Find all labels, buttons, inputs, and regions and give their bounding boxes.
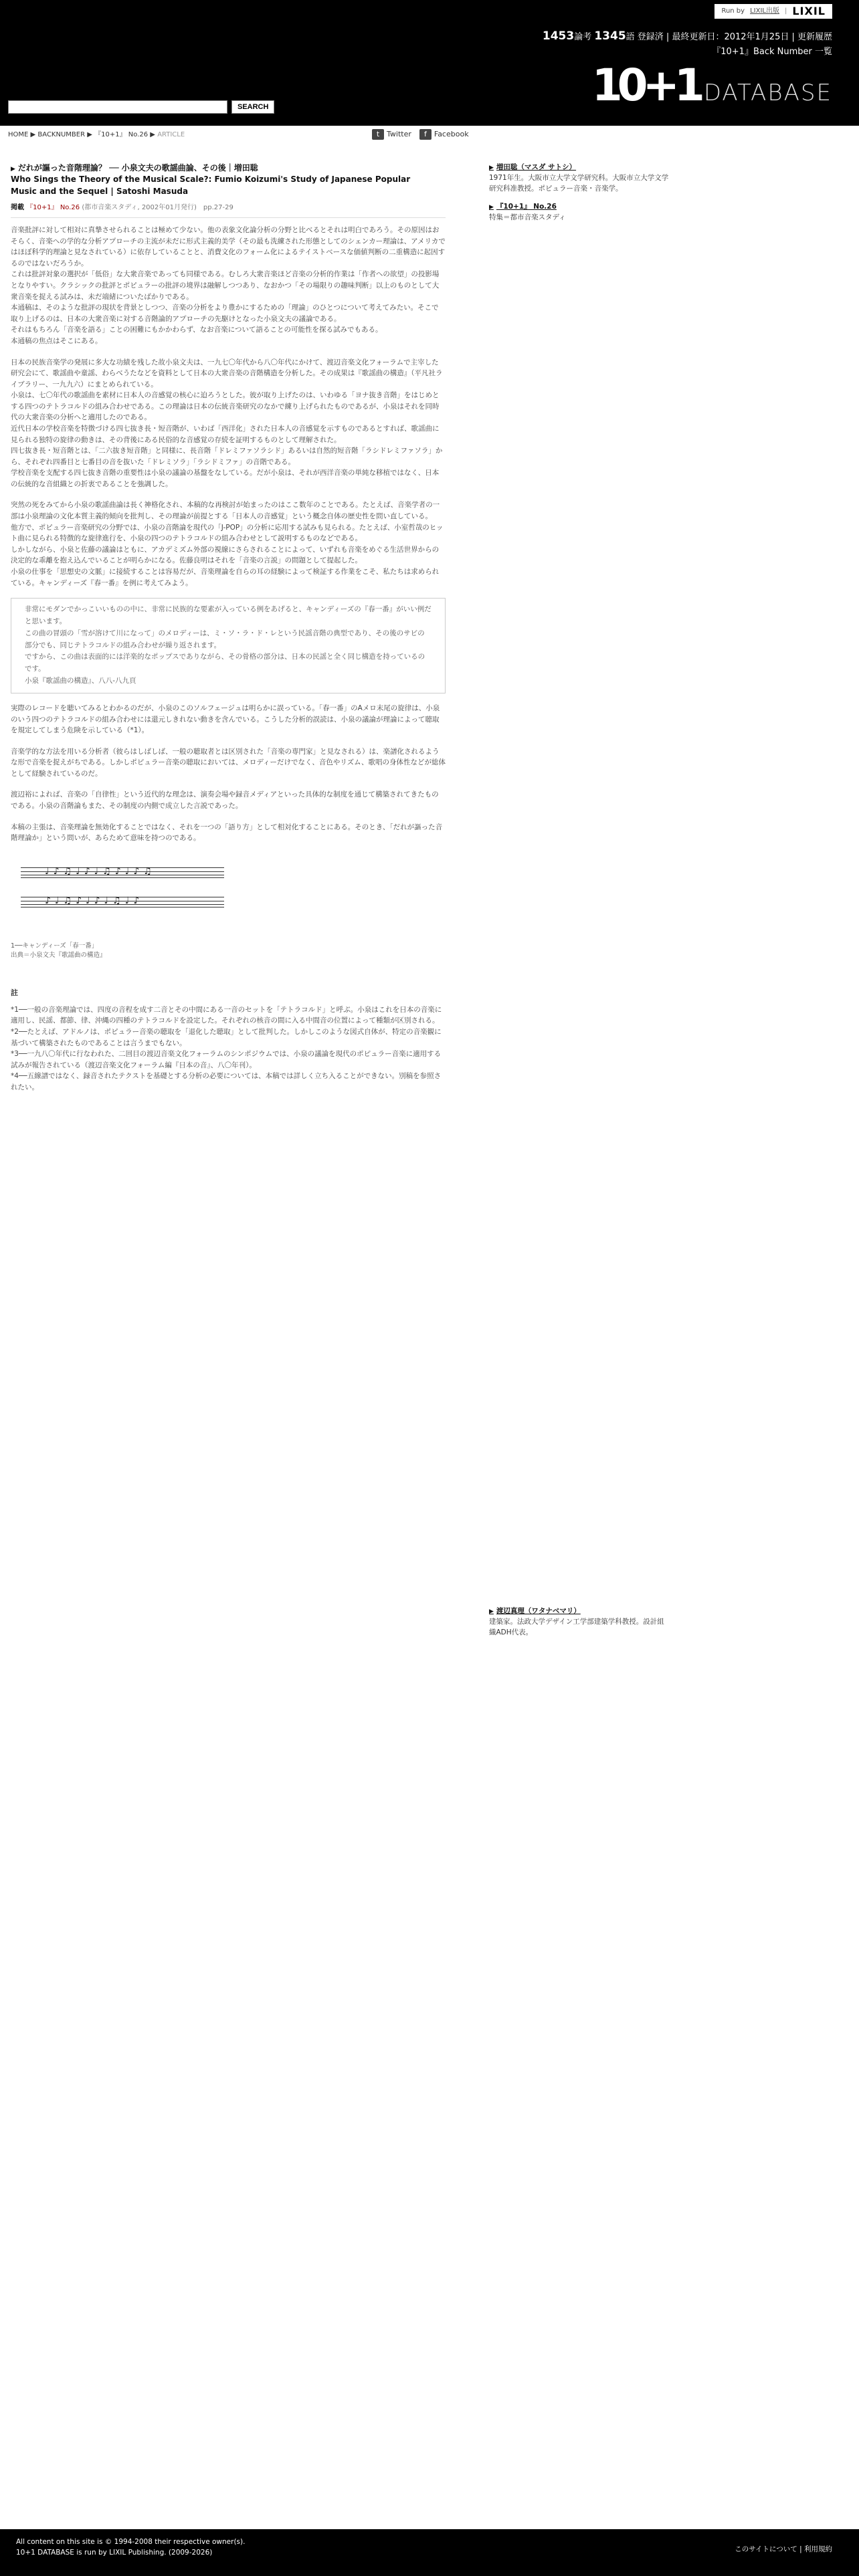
twitter-icon: t (372, 129, 384, 140)
paragraph: 渡辺裕によれば、音楽の「自律性」という近代的な理念は、演奏会場や録音メディアといった具体的な制度を通じて構築されてきたものである。小泉の音階論もまた、その制度の内側で成立した言説であった。 (11, 790, 439, 811)
triangle-icon: ▶ (489, 204, 494, 211)
logo-mark: 10+1 (591, 60, 700, 111)
facebook-link[interactable]: f Facebook (419, 128, 469, 140)
score-notes: ♪♩♫♪♩♪♩♫♩♪ (45, 895, 144, 906)
social-links (372, 128, 469, 140)
article-title-en-1: Who Sings the Theory of the Musical Scale?: Fumio Koizumi's Study of Japanese Popular (11, 175, 411, 185)
article (11, 163, 446, 1093)
search-bar (8, 100, 274, 114)
sidebar (489, 163, 670, 231)
twitter-link[interactable]: t Twitter (372, 128, 411, 140)
runby-label: Run by (721, 7, 745, 15)
paragraph: 実際のレコードを聴いてみるとわかるのだが、小泉のこのソルフェージュは明らかに誤っている。「春一番」のAメロ末尾の旋律は、小泉のいう四つのテトラコルドの組み合わせには還元しきれない動きを含んでいる。こうした分析的誤読は、小泉の議論が理論によって聴取を規定してしまう危険を示している（*1）。 (11, 704, 440, 735)
issue-link[interactable]: 『10+1』 No.26 (26, 204, 80, 212)
author-card (489, 163, 670, 194)
breadcrumb: HOME ▶ BACKNUMBER ▶ 『10+1』 No.26 ▶ ARTICLE (8, 131, 185, 138)
footnote: *4──五線譜ではなく、録音されたテクストを基礎とする分析の必要については、本稿では詳しく立ち入ることができない。別稿を参照されたい。 (11, 1072, 442, 1091)
site-logo[interactable] (591, 60, 832, 111)
paragraph: 本通稿は、そのような批評の現状を背景としつつ、音楽の分析をより豊かにするための「理論」のひとつについて考えてみたい。そこで取り上げるのは、日本の大衆音楽に対する音階論的アプローチの先駆けとなった小泉文夫の議論である。 (11, 304, 439, 323)
site-header (0, 0, 859, 126)
block-quote: 非常にモダンでかっこいいものの中に、非常に民族的な要素が入っている例をあげると、キャンディーズの『春一番』がいい例だと思います。 この曲の冒頭の「雪が溶けて川になって」のメロディーは、ミ・ソ・ラ・ド・レという民謡音階の典型であり、その後のサビの部分でも、同じテトラコルドの組み合わせが繰り返されます。 ですから、この曲は表面的には洋楽的なポップスでありながら、その骨格の部分は、日本の民謡と全く同じ構造を持っているのです。 小泉『歌謡曲の構造』、八八-八九頁 (11, 598, 446, 693)
author-bio: 1971年生。大阪市立大学文学研究科。大阪市立大学文学研究科准教授。ポピュラー音楽・音楽学。 (489, 173, 669, 193)
notes-heading: 註 (11, 988, 18, 998)
paragraph: 本稿の主張は、音楽理論を無効化することではなく、それを一つの「語り方」として相対化することにある。そのとき、「だれが謳った音階理論か」という問いが、あらためて意味を持つのである。 (11, 823, 443, 843)
breadcrumb-issue[interactable]: 『10+1』 No.26 (94, 131, 149, 138)
backnumber-link[interactable]: 『10+1』Back Number 一覧 (712, 46, 832, 57)
triangle-icon: ▶ (489, 165, 494, 171)
author-bio: 建築家。法政大学デザイン工学部建築学科教授。設計組織ADH代表。 (489, 1617, 664, 1636)
paragraph: 四七抜き長・短音階とは、「二六抜き短音階」と同様に、長音階「ドレミファソラシド」あるいは自然的短音階「ラシドレミファソラ」から、それぞれ四番目と七番目の音を抜いた「ドレミソラ」「ラシドミファ」の音階である。 (11, 447, 443, 466)
author-name-link[interactable]: ▶ 増田聡（マスダ サトシ） (489, 163, 577, 171)
issue-card (489, 202, 670, 223)
site-footer (0, 2529, 859, 2576)
facebook-icon: f (419, 129, 432, 140)
article-title-en-2: Music and the Sequel | Satoshi Masuda (11, 186, 189, 196)
article-body (11, 225, 446, 1093)
runby-small[interactable]: LIXIL出版 (750, 7, 779, 15)
issue-title-link[interactable]: ▶ 『10+1』 No.26 (489, 203, 557, 211)
music-score-figure[interactable] (11, 857, 225, 938)
author-name-link[interactable]: ▶ 渡辺真理（ワタナベマリ） (489, 1607, 581, 1615)
quote-source: 小泉『歌謡曲の構造』、八八-八九頁 (25, 677, 136, 685)
paragraph: 小泉の仕事を「思想史の文脈」に接続することは容易だが、音楽理論を自らの耳の経験によって検証する作業をこそ、私たちは求められている。キャンディーズ『春一番』を例に考えてみよう。 (11, 567, 440, 587)
paragraph: 日本の民族音楽学の発展に多大な功績を残した故小泉文夫は、一九七〇年代から八〇年代にかけて、渡辺音楽文化フォーラムで主宰した研究会にて、歌謡曲や童謡、わらべうたなどを資料として日本の大衆音楽の音階構造を分析した。その成果は『歌謡曲の構造』（平凡社ライブラリー、一九九六）にまとめられている。 (11, 358, 443, 389)
run-by-banner: Run by LIXIL出版 | LIXIL (714, 4, 832, 19)
triangle-icon: ▶ (11, 166, 15, 173)
paragraph: 本通稿の焦点はそこにある。 (11, 336, 102, 345)
footnote: *1──一般の音楽理論では、四度の音程を成す二音とその中間にある一音のセットを「テトラコルド」と呼ぶ。小泉はこれを日本の音楽に適用し、民謡、都節、律、沖縄の四種のテトラコルドを設定した。それぞれの核音の間に入る中間音の位置によって種類が区別される。 (11, 1005, 442, 1025)
triangle-icon: ▶ (489, 1608, 494, 1615)
figure-caption: 1──キャンディーズ「春一番」 出典＝小泉文夫『歌謡曲の構造』 (11, 942, 106, 960)
site-stats: 1453論考 1345語 登録済 | 最終更新日：2012年1月25日 | 更新履歴 『10+1』Back Number 一覧 (543, 28, 832, 58)
footnote: *2──たとえば、アドルノは、ポピュラー音楽の聴取を「退化した聴取」として批判した。しかしこのような図式自体が、特定の音楽観に基づいて構築されたものであることは言うまでもない。 (11, 1028, 442, 1047)
paragraph: 突然の死をみてから小泉の歌謡曲論は長く神格化され、本稿的な再検討が始まったのはここ数年のことである。たとえば、音楽学者の一部は小泉理論の文化本質主義的傾向を批判し、その理論が前提とする「日本人の音感覚」という概念自体の歴史性を問い直している。 (11, 501, 440, 521)
paragraph: 小泉は、七〇年代の歌謡曲を素材に日本人の音感覚の核心に迫ろうとした。彼が取り上げたのは、いわゆる「ヨナ抜き音階」をはじめとする四つのテトラコルドの組み合わせである。この理論は日本の伝統音楽研究のなかで練り上げられたものであるが、小泉はそれを同時代の大衆音楽の分析へと適用したのである。 (11, 391, 440, 422)
paragraph: しかしながら、小泉と佐藤の議論はともに、アカデミズム外部の視線にさらされることによって、いずれも音楽をめぐる生活世界からの決定的な乖離を抱え込んでいることが明らかになる。佐藤良明はそれを「音楽の言説」の問題として提起した。 (11, 545, 440, 565)
footer-links[interactable]: このサイトについて | 利用規約 (735, 2545, 832, 2553)
search-button[interactable]: SEARCH (231, 100, 274, 114)
breadcrumb-home[interactable]: HOME (8, 131, 29, 138)
footnote: *3──一九八〇年代に行なわれた、二回目の渡辺音楽文化フォーラムのシンポジウムでは、小泉の議論を現代のポピュラー音楽に適用する試みが報告されている（渡辺音楽文化フォーラム編『日本の音』、八〇年刊）。 (11, 1050, 442, 1069)
paragraph: 他方で、ポピュラー音楽研究の分野では、小泉の音階論を現代の「J-POP」の分析に応用する試みも見られる。たとえば、小室哲哉のヒット曲に見られる特徴的な旋律進行を、小泉の四つのテトラコルドの組み合わせとして説明するものなどである。 (11, 523, 444, 543)
paragraph: それはもちろん「音楽を語る」ことの困難にもかかわらず、なお音楽について語ることの可能性を探る試みでもある。 (11, 326, 383, 334)
paragraph: 音楽学的な方法を用いる分析者（彼らはしばしば、一般の聴取者とは区別された「音楽の専門家」と見なされる）は、楽譜化されるような形で音楽を捉えがちである。しかしポピュラー音楽の聴取においては、メロディーだけでなく、音色やリズム、歌唱の身体性などが総体として経験されているのだ。 (11, 747, 446, 778)
paragraph: 音楽批評に対して相対に真摯させられることは極めて少ない。他の表象文化論分析の分野と比べるとそれは明白であろう。その原因はおそらく、音楽への学的な分析アプローチの主流が未だに形式主義的美学（その最も洗練された形態としてのシェンカー理論は、アメリカではほぼ科学的理論と見なされている）に依存していることと、消費文化のフォーム化によるテイストベースな価値判断の二重構造に起因するのではないだろうか。 (11, 226, 446, 267)
lixil-logo[interactable]: LIXIL (792, 5, 826, 18)
breadcrumb-current: ARTICLE (157, 131, 185, 138)
update-info[interactable]: 語 登録済 | 最終更新日：2012年1月25日 | 更新履歴 (626, 32, 832, 42)
search-input[interactable] (8, 100, 227, 114)
score-notes: ♩♪♫♩♪♩♫♪♩♪♫ (45, 865, 156, 877)
paragraph: 学校音楽を支配する四七抜き音階の重要性は小泉の議論の基盤をなしている。だが小泉は、それが西洋音楽の単純な移植ではなく、日本の伝統的な音組織との折衷であることを強調した。 (11, 469, 440, 488)
paragraph: 近代日本の学校音楽を特徴づける四七抜き長・短音階が、いわば「西洋化」された日本人の音感覚を示すものであるとすれば、歌謡曲に見られる独特の旋律の動きは、その背後にある民俗的な音感覚の存続を証明するものとして理解された。 (11, 425, 440, 444)
article-meta: 掲載 『10+1』 No.26 (都市音楽スタディ, 2002年01月発行) pp.27-29 (11, 203, 446, 218)
article-title: ▶ だれが謳った音階理論？ ── 小泉文夫の歌謡曲論、その後｜増田聡 Who Sings the Theory of the Musical Scale?: Fumio Koizumi's Study of Japanese Popular Music and the Sequel | Satoshi Masuda (11, 163, 411, 196)
breadcrumb-backnumber[interactable]: BACKNUMBER (37, 131, 86, 138)
issue-subtitle: 特集＝都市音楽スタディ (489, 213, 566, 221)
paragraph: これは批評対象の選択が「低俗」な大衆音楽であっても同様である。むしろ大衆音楽ほど音楽の分析的作業は「作者への欲望」の投影場となりやすい。クラシックの批評とポピュラーの批評の境界は融解しつつあり、なおかつ「その場限りの趣味判断」以上のものとして大衆音楽を捉える試みは、未だ端緒についたばかりである。 (11, 270, 440, 301)
sidebar-author-2 (489, 1606, 670, 1638)
copyright: All content on this site is © 1994-2008 their respective owner(s). 10+1 DATABASE is run by LIXIL Publishing. (2009-2026) (16, 2538, 246, 2557)
logo-text: DATABASE (703, 80, 832, 106)
